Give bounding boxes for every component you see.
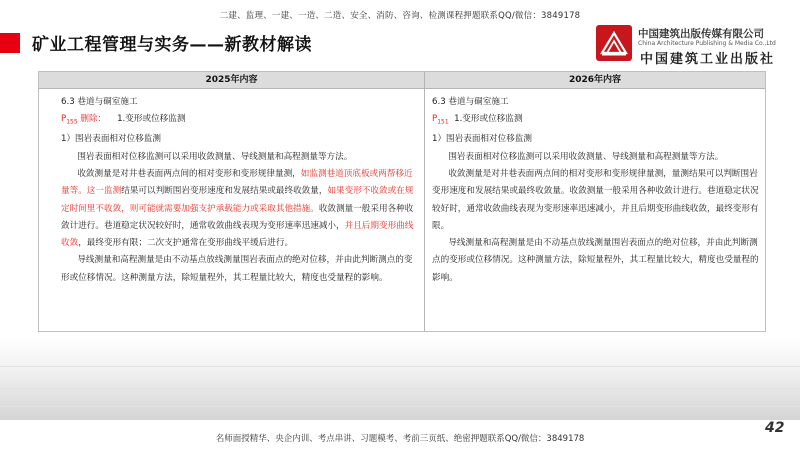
page-ref: $P_{155}$ 删除： [61,114,107,127]
comparison-table [38,71,766,332]
deleted-text: 这一监测 [86,186,122,197]
subsection-title: 1.变形或位移监测 [117,114,186,125]
page-number: 42 [765,420,785,436]
section-heading: 6.3 巷道与硐室施工 [432,97,509,107]
page-reference-line [432,111,759,131]
page-reference-line [61,111,416,131]
publisher-calligraphy: 中国建筑工业出版社 [640,52,776,67]
paragraph-1: 围岩表面相对位移监测可以采用收敛测量、导线测量和高程测量等方法。 [77,151,353,162]
top-banner: 二建、监理、一建、一造、二造、安全、消防、咨询、检测课程押题联系QQ/微信：3849178 [219,11,581,21]
section-heading: 6.3 巷道与硐室施工 [61,97,138,107]
paragraph-3: 导线测量和高程测量是由不动基点放线测量围岩表面点的绝对位移，并由此判断测点的变形或位移情况。这种测量方法，除短量程外，其工程量比较大，精度也受量程的影响。 [432,238,759,283]
paragraph-3: 导线测量和高程测量是由不动基点放线测量围岩表面点的绝对位移，并由此判断测点的变形或位移情况。这种测量方法，除短量程外，其工程量比较大，精度也受量程的影响。 [61,255,413,283]
title-accent-bar [0,33,20,53]
delete-label: 删除： [77,114,107,125]
deleted-text: 如果变形不收敛或在规定时间里不收敛，则可能就需要加强支护承载能力或采取其他措施。 [61,186,414,214]
column-header-2025: 2025年内容 [39,72,424,89]
publisher-logo [596,24,796,68]
content-2025 [61,94,416,287]
paragraph-1: 围岩表面相对位移监测可以采用收敛测量、导线测量和高程测量等方法。 [448,151,724,162]
page-title: 矿业工程管理与实务——新教材解读 [32,35,312,55]
publisher-name-cn: 中国建筑出版传媒有限公司 [638,28,764,40]
column-divider [424,72,425,331]
background-floor [0,336,800,421]
deleted-text: 如监测巷道顶底板或两帮移近量等。 [61,168,413,197]
publisher-name-en: China Architecture Publishing & Media Co.,Ltd [638,40,776,47]
subsection-title: 1.变形或位移监测 [454,114,523,125]
deleted-text: 并且后期变形曲线收敛 [61,220,414,249]
page-ref: $P_{151}$ [432,114,449,127]
item-heading: 1）围岩表面相对位移监测 [61,134,161,145]
paragraph-2: 收敛测量是对井巷表面两点间的相对变形和变形规律量测，如监测巷道顶底板或两帮移近量等。这一监测结果可以判断围岩变形速度和发展结果或最终收敛量，如果变形不收敛或在规定时间里不收敛，则可能就需要加强支护承载能力或采取其他措施。收敛测量一般采用各种收敛计进行。巷道稳定状况较好时，通常收敛曲线表现为变形速率迅速减小，并且后期变形曲线收敛，最终变形有限；二次支护通常在变形曲线平缓后进行。 [61,168,414,249]
paragraph-2: 收敛测量是对井巷表面两点间的相对变形和变形规律量测，量测结果可以判断围岩变形速度和发展结果或最终收敛量。收敛测量一般采用各种收敛计进行。巷道稳定状况较好时，通常收敛曲线表现为变形速率迅速减小，并且后期变形曲线收敛，最终变形有限。 [432,168,759,231]
content-2026 [432,94,759,287]
column-header-2026: 2026年内容 [425,72,765,89]
item-heading: 1）围岩表面相对位移监测 [432,134,532,145]
publisher-emblem-icon [596,25,632,61]
bottom-banner: 名师面授精华、央企内训、考点串讲、习题模考、考前三页纸、绝密押题联系QQ/微信：3849178 [215,434,585,444]
